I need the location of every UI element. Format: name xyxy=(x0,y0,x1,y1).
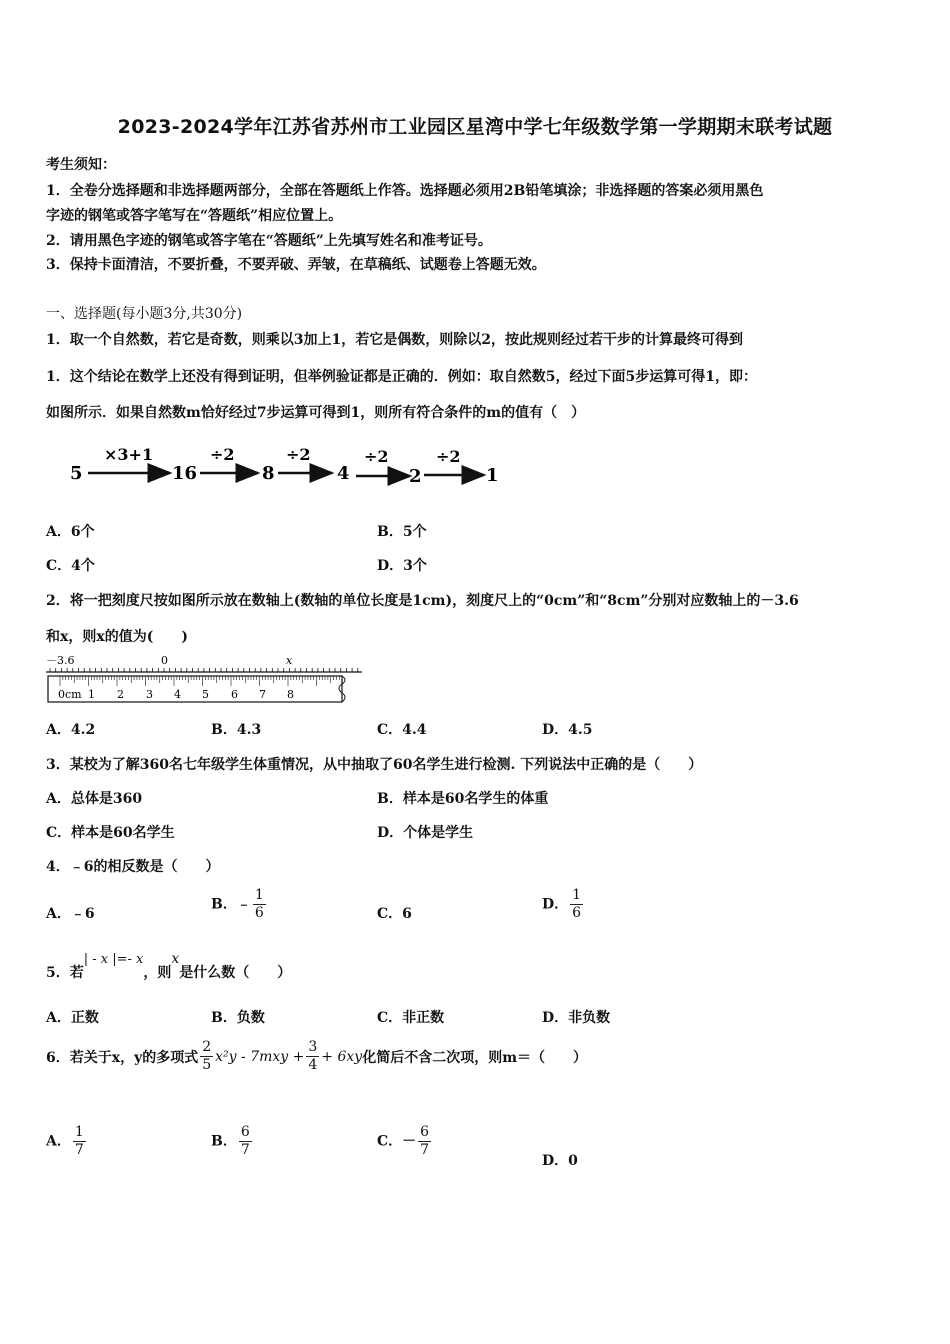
q1-text-line1: 1．取一个自然数，若它是奇数，则乘以3加上1，若它是偶数，则除以2，按此规则经过若干步的计算最终可得到 xyxy=(46,332,743,348)
fraction-denominator: 5 xyxy=(202,1057,212,1073)
q5-option-b[interactable]: B．负数 xyxy=(211,1010,265,1026)
q5-suffix: 是什么数（ ） xyxy=(179,965,292,981)
q6-option-a[interactable] xyxy=(46,1125,88,1158)
ruler-label: 7 xyxy=(259,688,266,701)
q5-expression: | - x |=- x xyxy=(83,952,144,967)
notice-heading: 考生须知： xyxy=(46,157,116,173)
seq-op: ÷2 xyxy=(364,447,389,466)
q4-option-b-label: B．﹣ xyxy=(211,896,251,913)
q1-text-line3: 如图所示．如果自然数m恰好经过7步运算可得到1，则所有符合条件的m的值有（ ） xyxy=(46,405,586,421)
seq-node: 1 xyxy=(486,465,499,486)
q3-text: 3．某校为了解360名七年级学生体重情况，从中抽取了60名学生进行检测. 下列说法中正确的是（ ） xyxy=(46,757,703,773)
q1-sequence-diagram xyxy=(60,438,510,494)
q4-option-d-label: D． xyxy=(542,896,569,913)
seq-node: 8 xyxy=(262,463,275,484)
q5-variable: x xyxy=(171,951,180,967)
fraction-denominator: 6 xyxy=(254,905,264,921)
ruler-label: 0cm xyxy=(58,688,82,701)
fraction-denominator: 7 xyxy=(420,1142,430,1158)
seq-op: ×3+1 xyxy=(104,445,154,464)
q5-option-d[interactable]: D．非负数 xyxy=(542,1010,611,1026)
notice-item: 2．请用黑色字迹的钢笔或答字笔在“答题纸”上先填写姓名和准考证号。 xyxy=(46,233,492,249)
axis-label: 0 xyxy=(161,654,168,667)
seq-node: 16 xyxy=(172,463,198,484)
q5-text xyxy=(46,948,292,981)
fraction xyxy=(570,888,583,921)
ruler-label: 6 xyxy=(231,688,238,701)
ruler-ticks xyxy=(60,676,339,686)
q2-text-line1: 2．将一把刻度尺按如图所示放在数轴上(数轴的单位长度是1cm)，刻度尺上的“0cm”和“8cm”分别对应数轴上的－3.6 xyxy=(46,593,799,609)
q3-option-b[interactable]: B．样本是60名学生的体重 xyxy=(377,791,549,807)
fraction-denominator: 7 xyxy=(74,1142,84,1158)
notice-item: 1．全卷分选择题和非选择题两部分，全部在答题纸上作答。选择题必须用2B铅笔填涂；非选择题的答案必须用黑色 xyxy=(46,183,764,199)
fraction-numerator: 2 xyxy=(202,1039,212,1055)
q5-prefix: 5．若 xyxy=(46,965,84,981)
q6-option-b-label: B． xyxy=(211,1133,237,1150)
q6-term: + 6xy xyxy=(321,1048,363,1065)
fraction-numerator: 6 xyxy=(240,1124,250,1140)
q6-prefix: 6．若关于x，y的多项式 xyxy=(46,1049,199,1066)
q2-ruler-diagram xyxy=(44,652,366,708)
q2-option-d[interactable]: D．4.5 xyxy=(542,722,593,738)
seq-op: ÷2 xyxy=(210,445,235,464)
q6-option-d[interactable]: D．0 xyxy=(542,1153,578,1169)
q3-option-c[interactable]: C．样本是60名学生 xyxy=(46,825,175,841)
fraction-numerator: 3 xyxy=(308,1039,318,1055)
seq-node: 4 xyxy=(337,463,350,484)
axis-label: －3.6 xyxy=(46,654,75,667)
notice-item: 字迹的钢笔或答字笔写在“答题纸”相应位置上。 xyxy=(46,208,343,224)
seq-node: 2 xyxy=(409,466,422,487)
q6-term: x²y - 7mxy + xyxy=(215,1048,305,1065)
q2-option-c[interactable]: C．4.4 xyxy=(377,722,427,738)
q4-option-a[interactable]: A．﹣6 xyxy=(46,906,95,922)
notice-item: 3．保持卡面清洁，不要折叠，不要弄破、弄皱，在草稿纸、试题卷上答题无效。 xyxy=(46,257,546,273)
fraction-numerator: 1 xyxy=(74,1124,84,1140)
fraction-denominator: 7 xyxy=(240,1142,250,1158)
section-heading: 一、选择题(每小题3分,共30分) xyxy=(46,306,243,322)
ruler-label: 3 xyxy=(146,688,153,701)
seq-node: 5 xyxy=(70,463,83,484)
fraction-denominator: 4 xyxy=(308,1057,318,1073)
ruler-label: 1 xyxy=(88,688,95,701)
q6-polynomial xyxy=(198,1040,362,1073)
q1-option-d[interactable]: D．3个 xyxy=(377,558,427,574)
q1-option-a[interactable]: A．6个 xyxy=(46,524,95,540)
ruler-label: 8 xyxy=(287,688,294,701)
fraction-numerator: 1 xyxy=(572,887,582,903)
fraction xyxy=(418,1125,431,1158)
q3-option-a[interactable]: A．总体是360 xyxy=(46,791,143,807)
axis-label: x xyxy=(286,654,293,667)
fraction-numerator: 1 xyxy=(254,887,264,903)
ruler-label: 5 xyxy=(202,688,209,701)
q6-option-c[interactable] xyxy=(377,1125,433,1158)
q6-option-b[interactable] xyxy=(211,1125,254,1158)
fraction xyxy=(306,1040,319,1073)
fraction-numerator: 6 xyxy=(420,1124,430,1140)
ruler-label: 2 xyxy=(117,688,124,701)
seq-op: ÷2 xyxy=(286,445,311,464)
q4-option-c[interactable]: C．6 xyxy=(377,906,412,922)
q3-option-d[interactable]: D．个体是学生 xyxy=(377,825,474,841)
seq-op: ÷2 xyxy=(436,447,461,466)
q6-option-a-label: A． xyxy=(46,1133,71,1150)
fraction xyxy=(73,1125,86,1158)
q2-option-a[interactable]: A．4.2 xyxy=(46,722,96,738)
fraction-denominator: 6 xyxy=(572,905,582,921)
q5-option-a[interactable]: A．正数 xyxy=(46,1010,99,1026)
q4-option-d[interactable] xyxy=(542,888,585,921)
page-title: 2023-2024学年江苏省苏州市工业园区星湾中学七年级数学第一学期期末联考试题 xyxy=(117,116,833,138)
fraction xyxy=(200,1040,213,1073)
fraction xyxy=(239,1125,252,1158)
q5-middle: ，则 xyxy=(143,965,172,981)
fraction xyxy=(253,888,266,921)
q2-option-b[interactable]: B．4.3 xyxy=(211,722,262,738)
q1-option-b[interactable]: B．5个 xyxy=(377,524,427,540)
q1-option-c[interactable]: C．4个 xyxy=(46,558,95,574)
q4-option-b[interactable] xyxy=(211,888,268,921)
ruler-label: 4 xyxy=(174,688,181,701)
q4-text: 4．﹣6的相反数是（ ） xyxy=(46,859,220,875)
q6-option-c-label: C．－ xyxy=(377,1133,417,1150)
q6-suffix: 化简后不含二次项，则m＝（ ） xyxy=(362,1049,588,1066)
q5-option-c[interactable]: C．非正数 xyxy=(377,1010,445,1026)
q1-text-line2: 1．这个结论在数学上还没有得到证明，但举例验证都是正确的．例如：取自然数5，经过下面5步运算可得1，即： xyxy=(46,369,757,385)
q6-text xyxy=(46,1040,587,1073)
q2-text-line2: 和x，则x的值为( ) xyxy=(46,629,188,645)
